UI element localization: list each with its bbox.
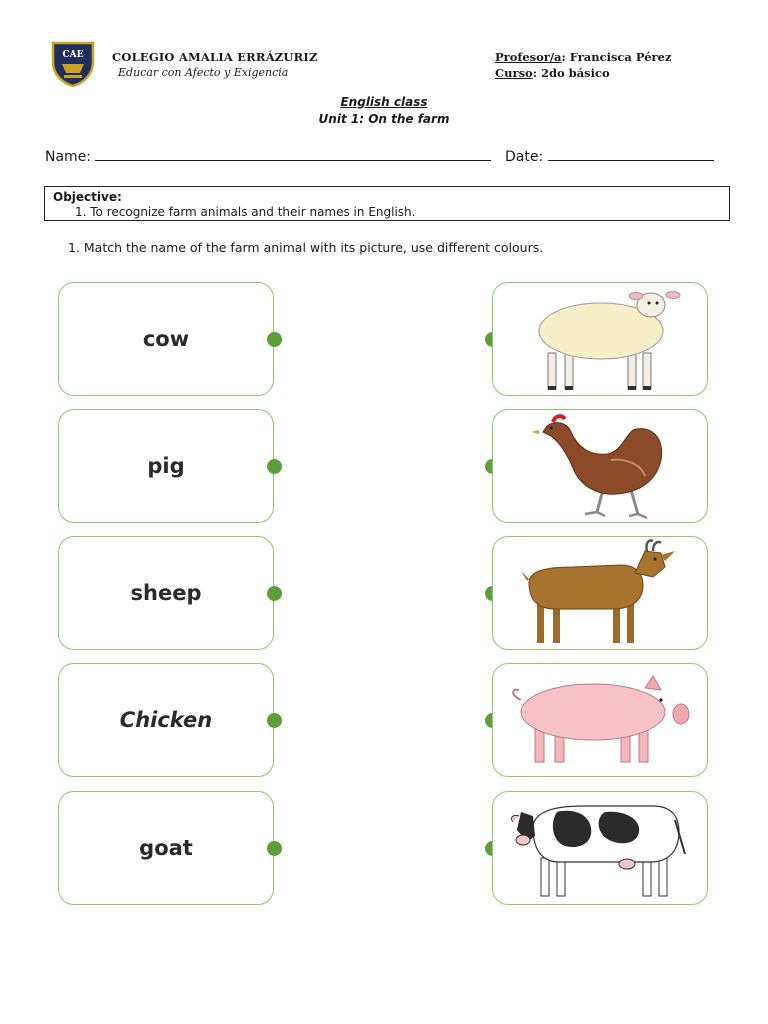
word-label: sheep (130, 581, 202, 605)
match-dot-word-chicken[interactable] (267, 713, 282, 728)
cow-picture (493, 792, 709, 906)
match-dot-word-goat[interactable] (267, 841, 282, 856)
teacher-info (495, 50, 671, 64)
picture-card-cow (492, 791, 708, 905)
class-title: English class (340, 95, 428, 109)
word-card-goat (58, 791, 274, 905)
name-field[interactable] (45, 148, 491, 165)
picture-card-goat (492, 536, 708, 650)
picture-card-pig (492, 663, 708, 777)
instruction-text: 1. Match the name of the farm animal with its picture, use different colours. (68, 240, 544, 255)
goat-picture (493, 537, 709, 651)
word-label: pig (147, 454, 185, 478)
date-field[interactable] (505, 148, 714, 165)
word-card-pig (58, 409, 274, 523)
school-crest-logo (50, 40, 96, 88)
word-card-cow (58, 282, 274, 396)
name-label: Name: (45, 149, 92, 165)
course-info (495, 66, 610, 80)
teacher-label: Profesor/a (495, 50, 562, 64)
word-label: cow (142, 327, 190, 351)
svg-text:CAE: CAE (62, 50, 84, 60)
picture-card-sheep (492, 282, 708, 396)
course-value: : 2do básico (532, 66, 610, 80)
match-dot-word-pig[interactable] (267, 459, 282, 474)
word-label: goat (139, 836, 193, 860)
word-card-chicken (58, 663, 274, 777)
unit-title: Unit 1: On the farm (318, 112, 450, 126)
word-label: Chicken (119, 708, 213, 732)
date-label: Date: (505, 149, 544, 165)
date-blank-line[interactable] (548, 148, 714, 161)
name-blank-line[interactable] (95, 148, 491, 161)
course-label: Curso (495, 66, 533, 80)
sheep-picture (493, 283, 709, 397)
match-dot-word-cow[interactable] (267, 332, 282, 347)
match-dot-word-sheep[interactable] (267, 586, 282, 601)
objective-box (44, 186, 730, 221)
school-motto: Educar con Afecto y Exigencia (118, 66, 289, 79)
teacher-name: : Francisca Pérez (561, 50, 672, 64)
picture-card-chicken (492, 409, 708, 523)
objective-title: Objective: (53, 190, 122, 204)
pig-picture (493, 664, 709, 778)
chicken-picture (493, 410, 709, 524)
objective-item: 1. To recognize farm animals and their names in English. (75, 205, 416, 219)
school-name: COLEGIO AMALIA ERRÁZURIZ (112, 50, 318, 64)
word-card-sheep (58, 536, 274, 650)
